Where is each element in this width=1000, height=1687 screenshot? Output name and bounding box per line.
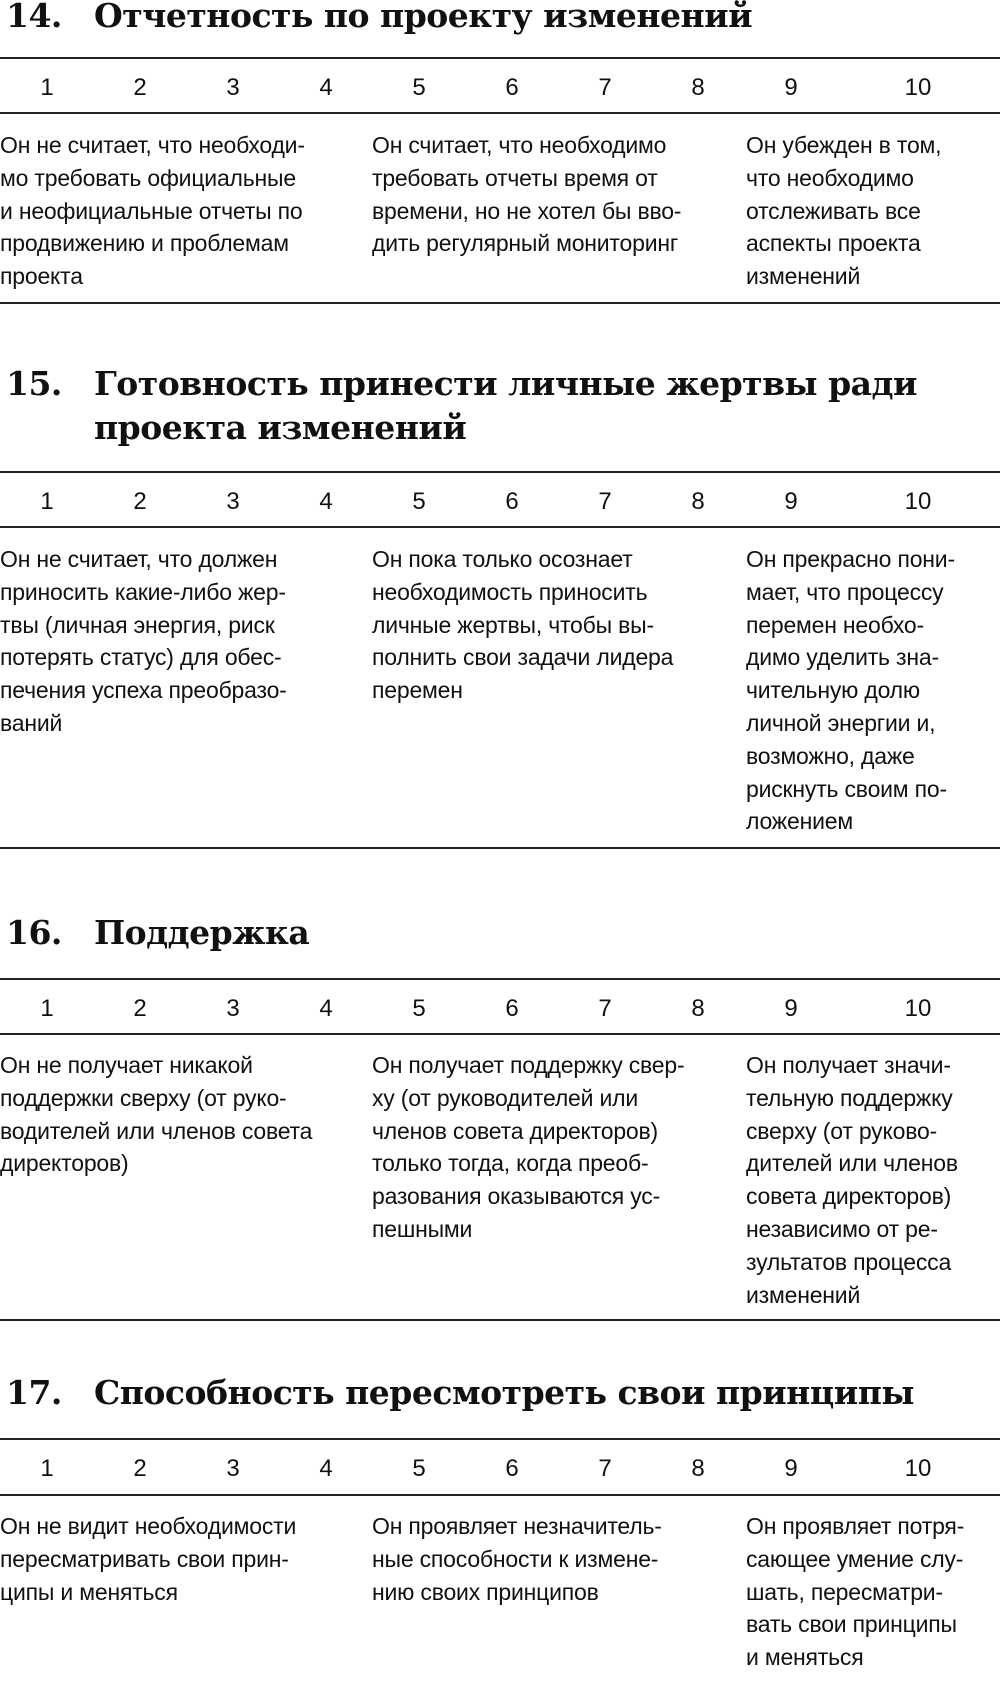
scale-number: 5 (412, 995, 426, 1022)
section-number: 16. (6, 913, 62, 952)
low-description: Он не видит необходимости пересматривать свои прин- ципы и меняться (0, 1513, 297, 1605)
scale-number: 8 (691, 74, 705, 101)
scale-number: 1 (40, 995, 54, 1022)
scale-number: 9 (784, 488, 798, 515)
section-title: Поддержка (94, 913, 310, 952)
scale-number: 9 (784, 1455, 798, 1482)
scale-number: 10 (904, 1455, 932, 1482)
section-title: Способность пересмотреть свои принципы (94, 1373, 914, 1412)
scale-number: 10 (904, 74, 932, 101)
scale-number: 1 (40, 1455, 54, 1482)
scale-number: 2 (133, 74, 147, 101)
bottom-rule (0, 1319, 1000, 1321)
top-rule (0, 471, 1000, 473)
scale-number: 6 (505, 995, 519, 1022)
high-description: Он прекрасно пони- мает, что процессу перемен необхо- димо уделить зна- чительную долю личной энергии и, возможно, даже рискнуть своим по- ложением (746, 546, 955, 835)
scale-number: 3 (226, 74, 240, 101)
scale-number: 4 (319, 995, 333, 1022)
scale-number: 9 (784, 995, 798, 1022)
scale-number: 6 (505, 74, 519, 101)
rating-scale (0, 1454, 1000, 1490)
scale-number: 4 (319, 74, 333, 101)
scale-rule (0, 1494, 1000, 1496)
scale-number: 8 (691, 488, 705, 515)
low-description: Он не считает, что должен приносить какие-либо жер- твы (личная энергия, риск потерять статус) для обес- печения успеха преобразо- ваний (0, 546, 287, 736)
top-rule (0, 978, 1000, 980)
scale-number: 8 (691, 995, 705, 1022)
low-description: Он не считает, что необходи- мо требовать официальные и неофициальные отчеты по продвижению и проблемам проекта (0, 132, 305, 290)
scale-number: 6 (505, 488, 519, 515)
high-description: Он убежден в том, что необходимо отслеживать все аспекты проекта изменений (746, 132, 942, 290)
scale-number: 10 (904, 488, 932, 515)
scale-number: 5 (412, 74, 426, 101)
mid-description: Он считает, что необходимо требовать отчеты время от времени, но не хотел бы вво- дить регулярный мониторинг (372, 132, 682, 257)
section-number: 15. (6, 364, 62, 403)
bottom-rule (0, 302, 1000, 304)
high-description: Он получает значи- тельную поддержку сверху (от руково- дителей или членов совета директоров) независимо от ре- зультатов процесса изменений (746, 1052, 958, 1308)
scale-number: 2 (133, 995, 147, 1022)
scale-number: 1 (40, 488, 54, 515)
scale-number: 7 (598, 488, 612, 515)
scale-number: 10 (904, 995, 932, 1022)
scale-rule (0, 112, 1000, 114)
mid-description: Он пока только осознает необходимость приносить личные жертвы, чтобы вы- полнить свои задачи лидера перемен (372, 546, 674, 704)
section-number: 17. (6, 1373, 62, 1412)
scale-number: 7 (598, 995, 612, 1022)
scale-number: 5 (412, 488, 426, 515)
scale-number: 4 (319, 1455, 333, 1482)
scale-number: 9 (784, 74, 798, 101)
mid-description: Он проявляет незначитель- ные способности к измене- нию своих принципов (372, 1513, 662, 1605)
scale-number: 5 (412, 1455, 426, 1482)
bottom-rule (0, 847, 1000, 849)
scale-number: 6 (505, 1455, 519, 1482)
scale-number: 3 (226, 995, 240, 1022)
scale-number: 2 (133, 1455, 147, 1482)
section-title: Отчетность по проекту изменений (94, 0, 753, 35)
rating-scale (0, 73, 1000, 109)
top-rule (0, 1438, 1000, 1440)
scale-rule (0, 1033, 1000, 1035)
section-title: Готовность принести личные жертвы ради проекта изменений (94, 364, 918, 447)
scale-number: 7 (598, 74, 612, 101)
scale-number: 7 (598, 1455, 612, 1482)
scale-number: 3 (226, 488, 240, 515)
low-description: Он не получает никакой поддержки сверху (от руко- водителей или членов совета директоров) (0, 1052, 313, 1177)
mid-description: Он получает поддержку свер- ху (от руководителей или членов совета директоров) только тогда, когда преоб- разования оказываются ус- пешными (372, 1052, 685, 1242)
scale-number: 1 (40, 74, 54, 101)
scale-number: 4 (319, 488, 333, 515)
high-description: Он проявляет потря- сающее умение слу- шать, пересматри- вать свои принципы и меняться (746, 1513, 965, 1671)
scale-number: 3 (226, 1455, 240, 1482)
scale-number: 8 (691, 1455, 705, 1482)
rating-scale (0, 487, 1000, 523)
rating-scale (0, 994, 1000, 1030)
scale-number: 2 (133, 488, 147, 515)
section-number: 14. (6, 0, 62, 35)
top-rule (0, 57, 1000, 59)
scale-rule (0, 526, 1000, 528)
